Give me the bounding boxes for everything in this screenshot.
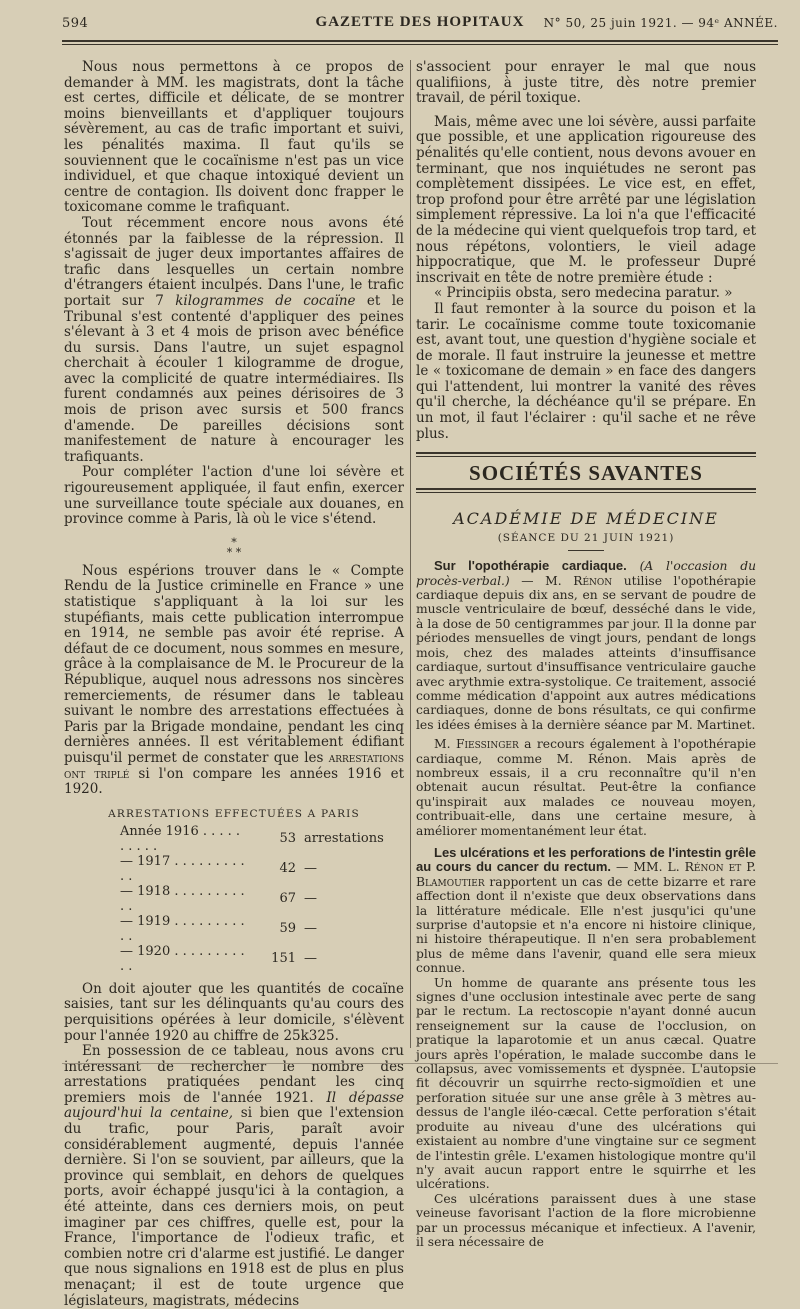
session-report — [416, 559, 756, 1249]
paragraph: Un homme de quarante ans présente tous les signes d'une occlusion intestinale avec perte de sang par le rectum. La rectoscopie n'ayant donné aucun renseignement sur la cause de l'occlusion, on pratique la laparotomie et un anus cæcal. Quatre jours après l'opération, le malade succombe dans le collapsus, avec vomissements et dyspnée. L'autopsie fit découvrir un squirrhe recto-sigmoïdien et une perforation située sur une anse grêle à 3 mètres au-dessus de l'angle iléo-cæcal. Cette perforation s'était produite au niveau d'une des ulcérations qui existaient au nombre d'une vingtaine sur ce segment de l'intestin grêle. L'examen histologique montre qu'il n'y avait aucun rapport entre le squirrhe et les ulcérations. — [416, 975, 756, 1192]
paragraph: On doit ajouter que les quantités de cocaïne saisies, tant sur les délinquants qu'au cours des perquisitions opérées à leur domicile, s'élèvent pour l'année 1920 au chiffre de 25k325. — [64, 980, 404, 1044]
page-number: 594 — [62, 16, 89, 31]
subsection-heading: Sur l'opothérapie cardiaque. — [434, 558, 627, 574]
paragraph: Mais, même avec une loi sévère, aussi parfaite que possible, et une application rigoureuse des pénalités qu'elle contient, nous devons avouer en terminant, que nos inquiétudes ne seront pas complètement dissipées. Le vice est, en effet, trop profond pour être arrêté par une législation simplement répressive. La loi n'a que l'efficacité de la médecine qui vient quelquefois trop tard, et nous répétons, volontiers, le vieil adage hippocratique, que M. le professeur Dupré inscrivait en tête de notre première étude : — [416, 113, 756, 286]
section-rule — [416, 452, 756, 457]
academy-title: ACADÉMIE DE MÉDECINE — [453, 509, 719, 529]
left-column — [64, 60, 404, 1309]
paragraph: Sur l'opothérapie cardiaque. (A l'occasion du procès-verbal.) — M. Rénon utilise l'opothérapie cardiaque depuis dix ans, en se servant de poudre de muscle ventriculaire de bœuf, desséché dans le vide, à la dose de 50 centigrammes par jour. Il la donne par périodes mensuelles de vingt jours, pendant de longs mois, chez des malades atteints d'insuffisance cardiaque, surtout d'insuffisance ventriculaire gauche avec arythmie extra-systolique. Ce traitement, associé comme médication d'appoint aux autres médications cardiaques, donne de bons résultats, ce qui confirme les idées émises à la dernière séance par M. Martinet. — [416, 558, 756, 732]
paragraph: En possession de ce tableau, nous avons cru intéressant de rechercher le nombre des arrestations pratiquées pendant les cinq premiers mois de l'année 1921. Il dépasse aujourd'hui la centaine, si bien que l'extension du trafic, pour Paris, paraît avoir considérablement augmenté, depuis l'année dernière. Si l'on se souvient, par ailleurs, que la province qui semblait, en dehors de quelques ports, avoir échappé jusqu'ici à la contagion, a été atteinte, dans ces derniers mois, on peut imaginer par ces chiffres, quelle est, pour la France, l'importance de l'odieux trafic, et combien notre cri d'alarme est justifié. Le danger que nous signalions en 1918 est de plus en plus menaçant; il est de toute urgence que législateurs, magistrats, médecins — [64, 1043, 404, 1309]
table-row: — 1920 . . . . . . . . . . . 151 — — [120, 943, 317, 974]
paragraph: M. Fiessinger a recours également à l'opothérapie cardiaque, comme M. Rénon. Mais après de nombreux essais, il a cru reconnaître qu'il n'en obtenait aucun résultat. Peut-être la confiance qu'inspirait aux malades ce nouveau moyen, contribuait-elle, dans une certaine mesure, à améliorer momentanément leur état. — [416, 737, 756, 838]
table-row: — 1917 . . . . . . . . . . . 42 — — [120, 853, 317, 884]
column-divider — [410, 60, 411, 1048]
arrests-table — [116, 824, 398, 974]
table-row: — 1919 . . . . . . . . . . . 59 — — [120, 913, 317, 944]
section-title: SOCIÉTÉS SAVANTES — [469, 461, 703, 486]
paragraph: Pour compléter l'action d'une loi sévère et rigoureusement appliquée, il faut enfin, exercer une surveillance toute spéciale aux douanes, en province comme à Paris, là où le vice s'étend. — [64, 464, 404, 528]
quotation: « Principiis obsta, sero medecina paratur. » — [434, 285, 733, 302]
running-header — [62, 14, 778, 36]
paragraph: Nous espérions trouver dans le « Compte Rendu de la Justice criminelle en France » une statistique s'appliquant à la loi sur les stupéfiants, mais cette publication interrompue en 1914, ne semble pas avoir été reprise. A défaut de ce document, nous sommes en mesure, grâce à la complaisance de M. le Procureur de la République, auquel nous adressons nos sincères remerciements, de résumer dans le tableau suivant le nombre des arrestations effectuées à Paris par la Brigade mondaine, pendant les cinq dernières années. Il est véritablement édifiant puisqu'il permet de constater que les arrestations ont triplé si l'on compare les années 1916 et 1920. — [64, 562, 405, 798]
paragraph: Ces ulcérations paraissent dues à une stase veineuse favorisant l'action de la flore microbienne par un processus mécanique et infectieux. A l'avenir, il sera nécessaire de — [416, 1191, 756, 1249]
header-rule-thin — [62, 44, 778, 45]
section-separator: * * * — [226, 535, 242, 559]
table-row: — 1918 . . . . . . . . . . . 67 — — [120, 883, 317, 914]
issue-info: N° 50, 25 juin 1921. — 94ᵉ ANNÉE. — [543, 16, 778, 30]
paragraph: Tout récemment encore nous avons été étonnés par la faiblesse de la répression. Il s'agissait de juger deux importantes affaires de trafic dans lesquelles un certain nombre d'étrangers étaient inculpés. Dans l'une, le trafic portait sur 7 kilogrammes de cocaïne et le Tribunal s'est contenté d'appliquer des peines s'élevant à 3 et 4 mois de prison avec bénéfice du sursis. Dans l'autre, un sujet espagnol cherchait à écouler 1 kilogramme de drogue, avec la complicité de quatre intermédiaires. Ils furent condamnés aux peines dérisoires de 3 mois de prison avec sursis et 500 francs d'amende. De pareilles décisions sont manifestement de nature à encourager les trafiquants. — [64, 214, 405, 465]
subsection-heading: Les ulcérations et les perforations de l'intestin grêle au cours du cancer du rectum. — [416, 844, 756, 875]
short-rule — [568, 550, 604, 551]
table-title: ARRESTATIONS EFFECTUÉES A PARIS — [108, 807, 360, 820]
footer-rule — [62, 1063, 778, 1064]
paragraph: Il faut remonter à la source du poison et la tarir. Le cocaïnisme comme toute toxicomanie est, avant tout, une question d'hygiène sociale et de morale. Il faut instruire la jeunesse et mettre le « toxicomane de demain » en face des dangers qui l'attendent, lui montrer la vanité des rêves qu'il cherche, la déchéance qu'il se prépare. En un mot, il faut l'éclairer : qu'il sache et ne rêve plus. — [416, 300, 756, 442]
right-column — [416, 60, 756, 1249]
section-rule — [416, 488, 756, 493]
header-rule — [62, 40, 778, 42]
session-date: (SÉANCE DU 21 JUIN 1921) — [497, 532, 675, 545]
table-row: Année 1916 . . . . . . . . . . 53 arrestations — [120, 823, 384, 854]
paragraph: Nous nous permettons à ce propos de demander à MM. les magistrats, dont la tâche est certes, difficile et délicate, de se montrer moins bienveillants et d'appliquer toujours sévèrement, au cas de trafic important et suivi, les pénalités maxima. Il faut qu'ils se souviennent que le cocaïnisme n'est pas un vice individuel, et que chaque intoxiqué devient un centre de contagion. Ils doivent donc frapper le toxicomane comme le trafiquant. — [64, 59, 404, 216]
journal-title: GAZETTE DES HOPITAUX — [315, 14, 525, 30]
paragraph: s'associent pour enrayer le mal que nous qualifiions, à juste titre, dès notre premier travail, de péril toxique. — [416, 59, 756, 107]
paragraph: Les ulcérations et les perforations de l'intestin grêle au cours du cancer du rectum. — MM. L. Rénon et P. Blamoutier rapportent un cas de cette bizarre et rare affection dont il n'existe que deux observations dans la littérature médicale. Elle n'est jusqu'ici qu'une surprise d'autopsie et n'a encore ni histoire clinique, ni histoire thérapeutique. Il n'en sera probablement plus de même dans l'avenir, quand elle sera mieux connue. — [416, 844, 756, 976]
